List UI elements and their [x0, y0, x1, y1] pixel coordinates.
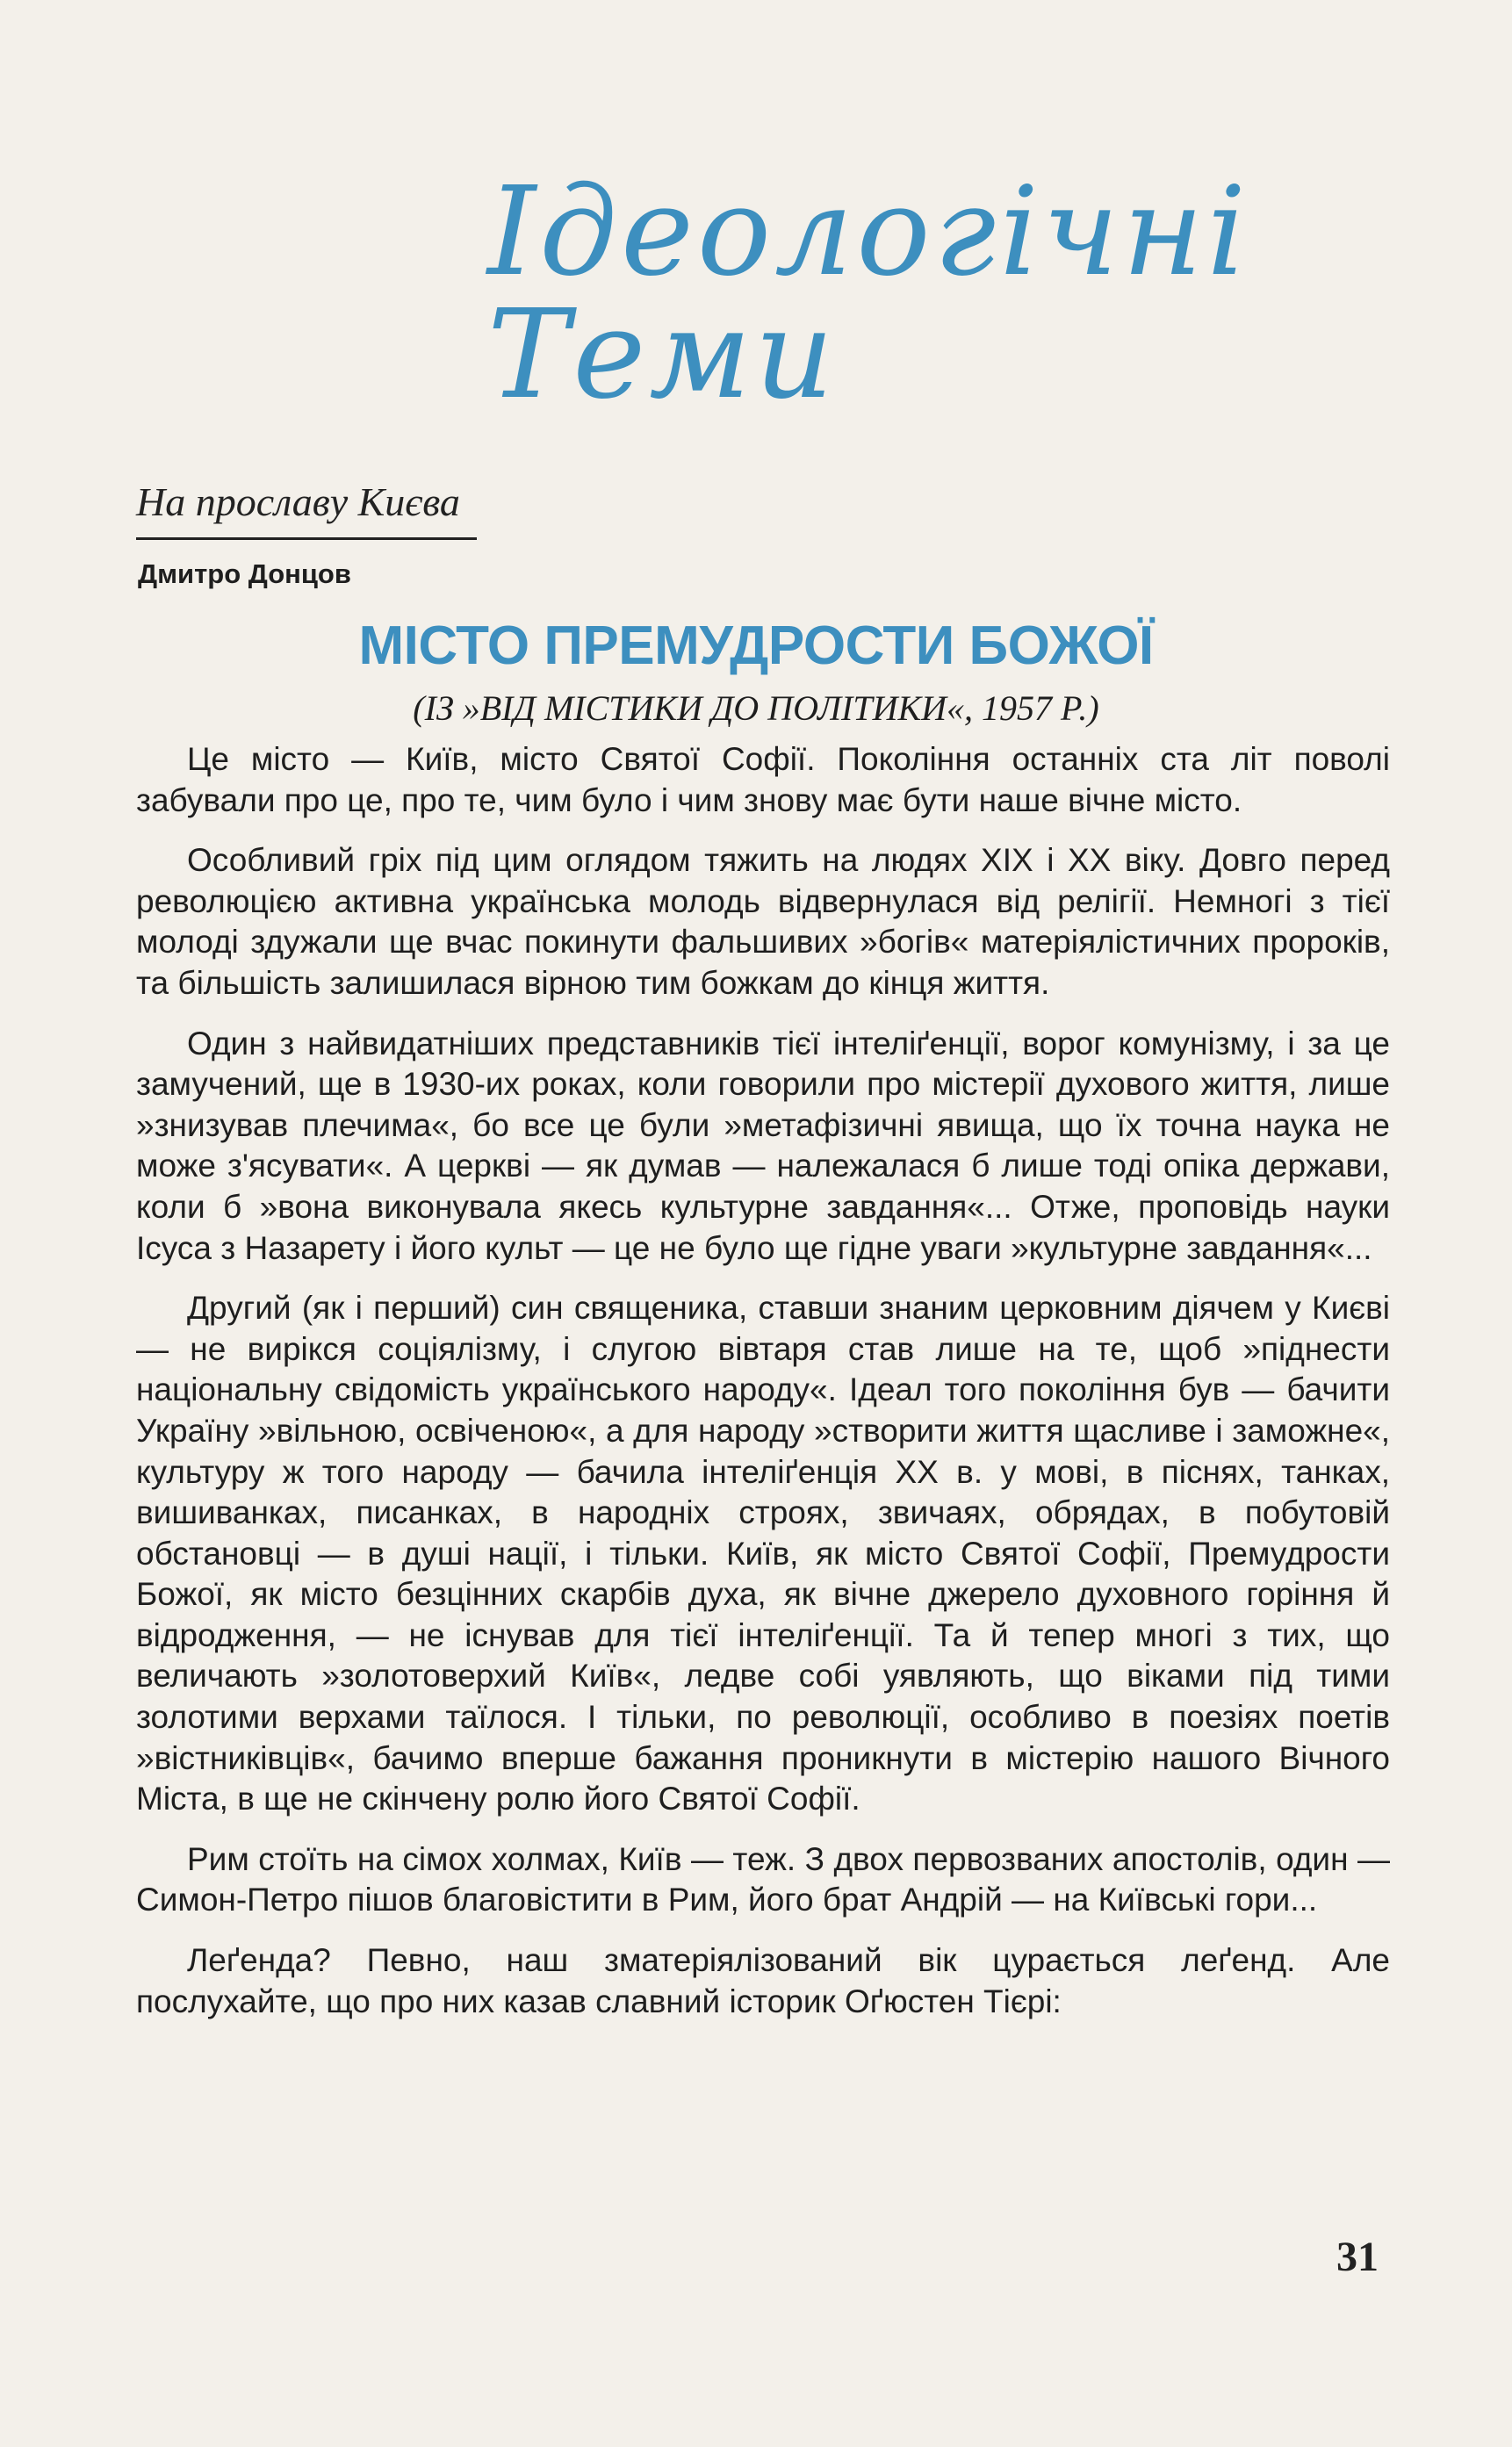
- rubric-heading: На прославу Києва: [136, 479, 460, 524]
- paragraph: Один з найвидатніших представників тієї інтеліґенції, ворог комунізму, і за це замучений, ще в 1930-их роках, коли говорили про містерії духового життя, лише »знизував плечима«, бо все це були »метафізичні явища, що їх точна наука не може з'ясувати«. А церкві — як думав — належалася б лише тоді опіка держави, коли б »вона виконувала якесь культурне завдання«... Отже, проповідь науки Ісуса з Назарету і його культ — це не було ще гідне уваги »культурне завдання«...: [136, 1025, 1390, 1266]
- rubric-underline: [136, 537, 477, 540]
- page-number: 31: [1336, 2234, 1379, 2280]
- section-header: Ідеологічні Теми: [487, 161, 1250, 427]
- article-subtitle: (ІЗ »ВІД МІСТИКИ ДО ПОЛІТИКИ«, 1957 Р.): [413, 688, 1099, 728]
- author-name: Дмитро Донцов: [138, 558, 351, 589]
- paragraph: Це місто — Київ, місто Святої Софії. Покоління останніх ста літ поволі забували про це, про те, чим було і чим знову має бути наше вічне місто.: [136, 741, 1390, 818]
- paragraph: Другий (як і перший) син священика, ставши знаним церковним діячем у Києві — не вирікся соціялізму, і слугою вівтаря став лише на те, щоб »піднести національну свідомість українського народу«. Ідеал того покоління був — бачити Україну »вільною, освіченою«, а для народу »створити життя щасливе і заможне«, культуру ж того народу — бачила інтеліґенція XX в. у мові, в піснях, танках, вишиванках, писанках, в народніх строях, звичаях, обрядах, в побутовій обстановці — в душі нації, і тільки. Київ, як місто Святої Софії, Премудрости Божої, як місто безцінних скарбів духа, як вічне джерело духовного горіння й відродження, — не існував для тієї інтеліґенції. Та й тепер многі з тих, що величають »золотоверхий Київ«, ледве собі уявляють, що віками під тими золотими верхами таїлося. І тільки, по революції, особливо в поезіях поетів »вістниківців«, бачимо вперше бажання проникнути в містерію нашого Вічного Міста, в ще не скінчену ролю його Святої Софії.: [136, 1290, 1390, 1817]
- paragraph: Особливий гріх під цим оглядом тяжить на людях XIX і XX віку. Довго перед революцією активна українська молодь відвернулася від релігії. Немногі з тієї молоді здужали ще вчас покинути фальшивих »богів« матеріялістичних пророків, та більшість залишилася вірною тим божкам до кінця життя.: [136, 842, 1390, 1001]
- article-body: [136, 739, 1390, 2041]
- paragraph: Рим стоїть на сімох холмах, Київ — теж. З двох первозваних апостолів, один — Симон-Петро пішов благовістити в Рим, його брат Андрій — на Київські гори...: [136, 1840, 1390, 1918]
- article-title: МІСТО ПРЕМУДРОСТИ БОЖОЇ: [358, 615, 1154, 676]
- paragraph: Леґенда? Певно, наш зматеріялізований вік цурається леґенд. Але послухайте, що про них казав славний історик Оґюстен Тієрі:: [136, 1942, 1390, 2019]
